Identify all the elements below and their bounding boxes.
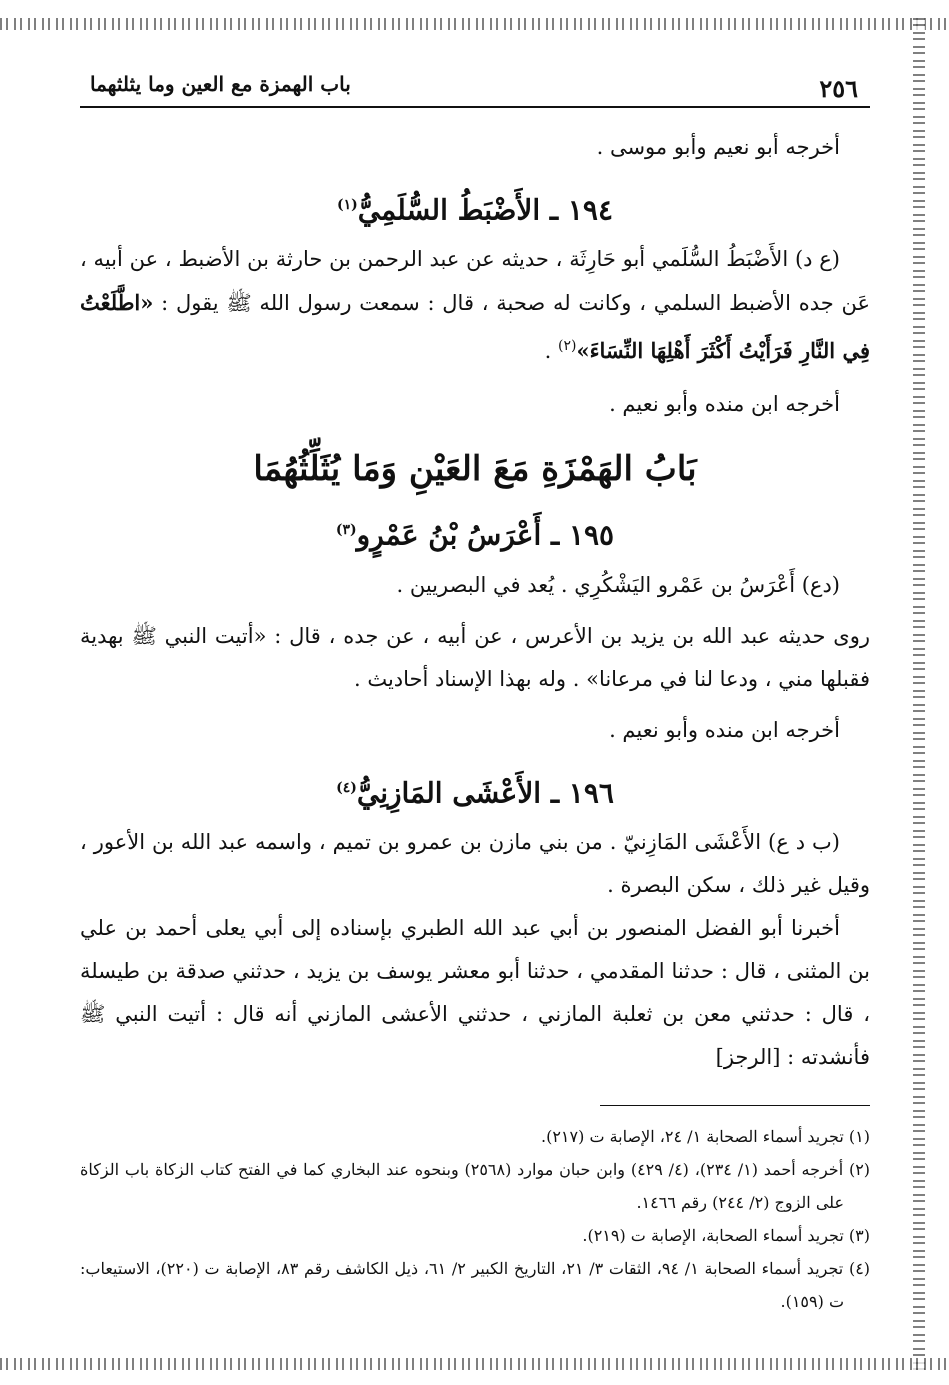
entry-title-195	[80, 502, 870, 563]
footnote-ref: (٣)	[335, 522, 357, 539]
running-title: باب الهمزة مع العين وما يثلثهما	[90, 72, 351, 96]
footnote: (١) تجريد أسماء الصحابة ١/ ٢٤، الإصابة ت (٢١٧).	[541, 1126, 870, 1146]
page-number: ٢٥٦	[819, 74, 858, 103]
decorative-border-bottom	[0, 1358, 949, 1370]
footnote: (٣) تجريد أسماء الصحابة، الإصابة ت (٢١٩).	[582, 1225, 870, 1245]
paragraph-end: .	[544, 339, 558, 364]
entry-title-text: ١٩٦ ـ الأَعْشَى المَازِنِيُّ	[356, 775, 614, 809]
footnote: (٤) تجريد أسماء الصحابة ١/ ٩٤، الثقات ٣/ ٢١، التاريخ الكبير ٢/ ٦١، ذيل الكاشف رقم ٨٣، الإصابة ت (٢٢٠)، الاستيعاب: ت (١٥٩).	[80, 1258, 871, 1311]
entry-title-194	[80, 177, 870, 238]
footnote-ref: (٢)	[558, 338, 577, 355]
page-header	[80, 60, 870, 108]
paragraph: (ب د ع) الأَعْشَى المَازِنيّ . من بني مازن بن عمرو بن تميم ، واسمه عبد الله بن الأعور ، وقيل غير ذلك ، سكن البصرة .	[80, 829, 870, 897]
footnote-separator	[600, 1105, 870, 1106]
paragraph-text: (ع د) الأَضْبَطُ السُّلَمي أبو حَارِثَة ، حديثه عن عبد الرحمن بن حارثة بن الأضبط ، عن أبيه ، عَن جده الأضبط السلمي ، وكانت له صحبة ، قال : سمعت رسول الله ﷺ يقول :	[80, 247, 870, 316]
entry-title-text: ١٩٥ ـ أَعْرَسُ بْنُ عَمْرٍو	[356, 518, 615, 552]
paragraph: أخبرنا أبو الفضل المنصور بن أبي عبد الله الطبري بإسناده إلى أبي يعلى أحمد بن علي بن المثنى ، قال : حدثنا المقدمي ، حدثنا أبو معشر يوسف بن يزيد ، حدثني صدقة بن طيسلة ، قال : حدثني معن بن ثعلبة المازني ، حدثني الأعشى المازني أنه قال : أتيت النبي ﷺ فأنشدته : [الرجز]	[80, 915, 870, 1069]
hadith-quote: «اطَّلَعْتُ فِي النَّارِ فَرَأَيْتُ أَكْثَرَ أَهْلِهَا النِّسَاءَ»	[80, 290, 870, 364]
decorative-border-right	[913, 18, 925, 1370]
paragraph: أخرجه ابن منده وأبو نعيم .	[609, 392, 840, 417]
paragraph: روى حديثه عبد الله بن يزيد بن الأعرس ، عن أبيه ، عن جده ، قال : «أتيت النبي ﷺ بهدية فقبلها مني ، ودعا لنا في مرعانا» . وله بهذا الإسناد أحاديث .	[80, 623, 870, 691]
paragraph: أخرجه أبو نعيم وأبو موسى .	[596, 135, 840, 159]
paragraph: (دع) أَعْرَسُ بن عَمْرو اليَشْكُرِي . يُعد في البصريين .	[396, 572, 840, 597]
footnote-ref: (١)	[337, 197, 358, 213]
section-title: بَابُ الهَمْزَةِ مَعَ العَيْنِ وَمَا يُثَلِّثُهُمَا	[253, 449, 697, 490]
footnote: (٢) أخرجه أحمد (١/ ٢٣٤)، (٤/ ٤٢٩) وابن حبان موارد (٢٥٦٨) وبنحوه عند البخاري كما في الفتح كتاب الزكاة باب الزكاة على الزوج (٢/ ٢٤٤) رقم ١٤٦٦.	[80, 1159, 871, 1212]
paragraph: أخرجه ابن منده وأبو نعيم .	[609, 717, 840, 742]
footnotes	[80, 1120, 870, 1318]
decorative-border-top	[0, 18, 949, 30]
footnote-ref: (٤)	[336, 779, 357, 796]
paragraph	[80, 238, 870, 373]
entry-title-text: ١٩٤ ـ الأَضْبَطُ السُّلَمِيُّ	[357, 193, 613, 227]
entry-title-196	[80, 760, 870, 821]
book-page	[80, 60, 870, 1318]
